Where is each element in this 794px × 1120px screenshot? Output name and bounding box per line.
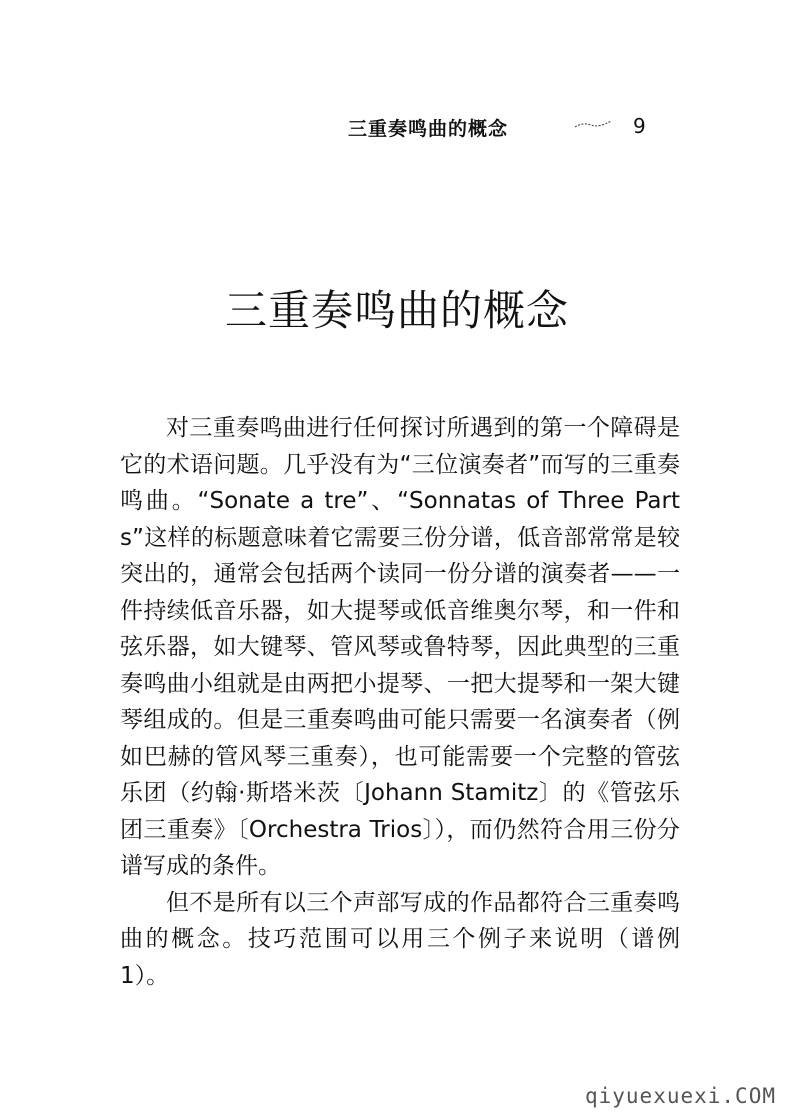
running-title: 三重奏鸣曲的概念 — [348, 118, 509, 140]
paragraph: 但不是所有以三个声部写成的作品都符合三重奏鸣曲的概念。技巧范围可以用三个例子来说明（谱例 1）。 — [120, 889, 680, 989]
chapter-title: 三重奏鸣曲的概念 — [224, 286, 569, 335]
paragraph: 对三重奏鸣曲进行任何探讨所遇到的第一个障碍是它的术语问题。几乎没有为“三位演奏者”而写的三重奏鸣曲。“Sonate a tre”、“Sonnatas of Three Parts”这样的标题意味着它需要三份分谱，低音部常常是较突出的，通常会包括两个读同一份分谱的演奏者——一件持续低音乐器，如大提琴或低音维奥尔琴，和一件和弦乐器，如大键琴、管风琴或鲁特琴，因此典型的三重奏鸣曲小组就是由两把小提琴、一把大提琴和一架大键琴组成的。但是三重奏鸣曲可能只需要一名演奏者（例如巴赫的管风琴三重奏），也可能需要一个完整的管弦乐团（约翰·斯塔米茨〔Johann Stamitz〕的《管弦乐团三重奏》〔Orchestra Trios〕），而仍然符合用三份分谱写成的条件。 — [120, 415, 680, 879]
body-text — [120, 410, 680, 994]
header-ornament-icon — [573, 118, 613, 130]
page-header — [348, 112, 658, 140]
page-number: 9 — [633, 114, 646, 138]
watermark: qiyuexuexi.COM — [584, 1084, 776, 1108]
